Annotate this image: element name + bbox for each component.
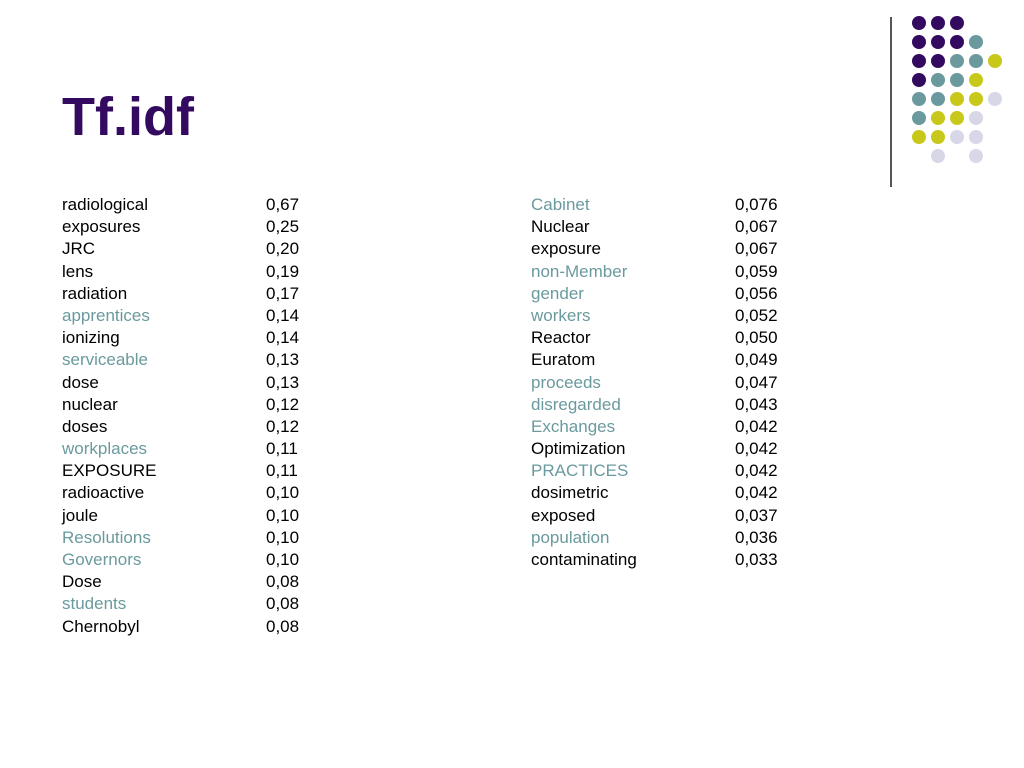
tfidf-score: 0,042 <box>735 483 778 503</box>
decorative-dot <box>988 54 1002 68</box>
decorative-dot <box>950 130 964 144</box>
decorative-dot <box>931 92 945 106</box>
decorative-dot <box>969 73 983 87</box>
term-label: JRC <box>62 239 96 259</box>
decorative-dot <box>969 130 983 144</box>
tfidf-score: 0,13 <box>266 350 300 370</box>
term-label: students <box>62 594 127 614</box>
term-label: EXPOSURE <box>62 461 157 481</box>
term-label: population <box>531 527 610 547</box>
decorative-dot <box>931 111 945 125</box>
tfidf-score: 0,067 <box>735 239 778 259</box>
term-label: Nuclear <box>531 217 590 237</box>
tfidf-score: 0,14 <box>266 328 300 348</box>
decorative-dot <box>931 35 945 49</box>
term-label: exposures <box>62 217 141 237</box>
tfidf-score: 0,047 <box>735 372 778 392</box>
tfidf-score: 0,037 <box>735 505 778 525</box>
tfidf-score: 0,036 <box>735 527 778 547</box>
term-label: dosimetric <box>531 483 609 503</box>
tfidf-score: 0,056 <box>735 283 778 303</box>
term-label: Dose <box>62 572 102 592</box>
tfidf-score: 0,076 <box>735 195 778 214</box>
term-label: doses <box>62 416 108 436</box>
term-label: dose <box>62 372 99 392</box>
decorative-dot <box>969 111 983 125</box>
decorative-dot <box>950 54 964 68</box>
decorative-dot <box>912 16 926 30</box>
decorative-dot <box>950 35 964 49</box>
tfidf-score: 0,067 <box>735 217 778 237</box>
tfidf-score: 0,08 <box>266 594 300 614</box>
decorative-dot <box>931 73 945 87</box>
term-label: Reactor <box>531 328 591 348</box>
decorative-dot <box>969 54 983 68</box>
term-label: nuclear <box>62 394 118 414</box>
decorative-dot <box>931 16 945 30</box>
decorative-dot <box>969 92 983 106</box>
term-label: radiological <box>62 195 148 214</box>
decorative-dot <box>988 92 1002 106</box>
tfidf-score: 0,043 <box>735 394 778 414</box>
term-label: Resolutions <box>62 527 151 547</box>
term-label: contaminating <box>531 550 637 569</box>
tfidf-score: 0,20 <box>266 239 300 259</box>
decorative-dot <box>931 130 945 144</box>
decorative-dot <box>950 92 964 106</box>
tfidf-score: 0,10 <box>266 527 300 547</box>
term-label: radiation <box>62 283 128 303</box>
decorative-dot <box>912 35 926 49</box>
decorative-dot <box>931 54 945 68</box>
decorative-dot <box>912 54 926 68</box>
vertical-divider <box>890 17 892 187</box>
tfidf-score: 0,10 <box>266 483 300 503</box>
slide-title: Tf.idf <box>62 87 194 147</box>
tfidf-score: 0,14 <box>266 305 300 325</box>
tfidf-score: 0,12 <box>266 394 300 414</box>
decorative-dot <box>950 73 964 87</box>
tfidf-score: 0,08 <box>266 572 300 592</box>
tfidf-score: 0,17 <box>266 283 300 303</box>
tfidf-score: 0,11 <box>266 439 298 459</box>
tfidf-score: 0,13 <box>266 372 300 392</box>
term-label: workers <box>531 305 591 325</box>
decorative-dot <box>969 35 983 49</box>
term-label: proceeds <box>531 372 601 392</box>
term-label: serviceable <box>62 350 148 370</box>
tfidf-score: 0,67 <box>266 195 300 214</box>
term-label: exposure <box>531 239 601 259</box>
tfidf-score: 0,19 <box>266 261 300 281</box>
tfidf-score: 0,059 <box>735 261 778 281</box>
term-label: Chernobyl <box>62 616 140 636</box>
term-label: ionizing <box>62 328 120 348</box>
decorative-dot <box>931 149 945 163</box>
term-label: disregarded <box>531 394 621 414</box>
decorative-dot <box>912 130 926 144</box>
tfidf-score: 0,050 <box>735 328 778 348</box>
tfidf-score: 0,042 <box>735 416 778 436</box>
tfidf-score: 0,042 <box>735 439 778 459</box>
decorative-dot <box>912 111 926 125</box>
term-label: workplaces <box>62 439 148 459</box>
term-label: apprentices <box>62 305 150 325</box>
term-label: Exchanges <box>531 416 616 436</box>
tfidf-score: 0,052 <box>735 305 778 325</box>
decorative-dot <box>912 73 926 87</box>
tfidf-score: 0,10 <box>266 550 300 569</box>
decorative-dot <box>912 92 926 106</box>
tfidf-score: 0,033 <box>735 550 778 569</box>
decorative-dot <box>950 111 964 125</box>
tfidf-score: 0,049 <box>735 350 778 370</box>
tfidf-score: 0,08 <box>266 616 300 636</box>
term-label: PRACTICES <box>531 461 629 481</box>
decorative-dot <box>950 16 964 30</box>
term-label: exposed <box>531 505 596 525</box>
term-label: Optimization <box>531 439 626 459</box>
tfidf-score: 0,11 <box>266 461 298 481</box>
term-label: Euratom <box>531 350 596 370</box>
term-label: non-Member <box>531 261 628 281</box>
term-label: radioactive <box>62 483 145 503</box>
term-label: Cabinet <box>531 195 590 214</box>
term-label: joule <box>62 505 98 525</box>
tfidf-score: 0,25 <box>266 217 300 237</box>
term-label: lens <box>62 261 94 281</box>
tfidf-score: 0,12 <box>266 416 300 436</box>
term-label: gender <box>531 283 584 303</box>
tfidf-score: 0,10 <box>266 505 300 525</box>
decorative-dot <box>969 149 983 163</box>
term-label: Governors <box>62 550 142 569</box>
tfidf-score: 0,042 <box>735 461 778 481</box>
